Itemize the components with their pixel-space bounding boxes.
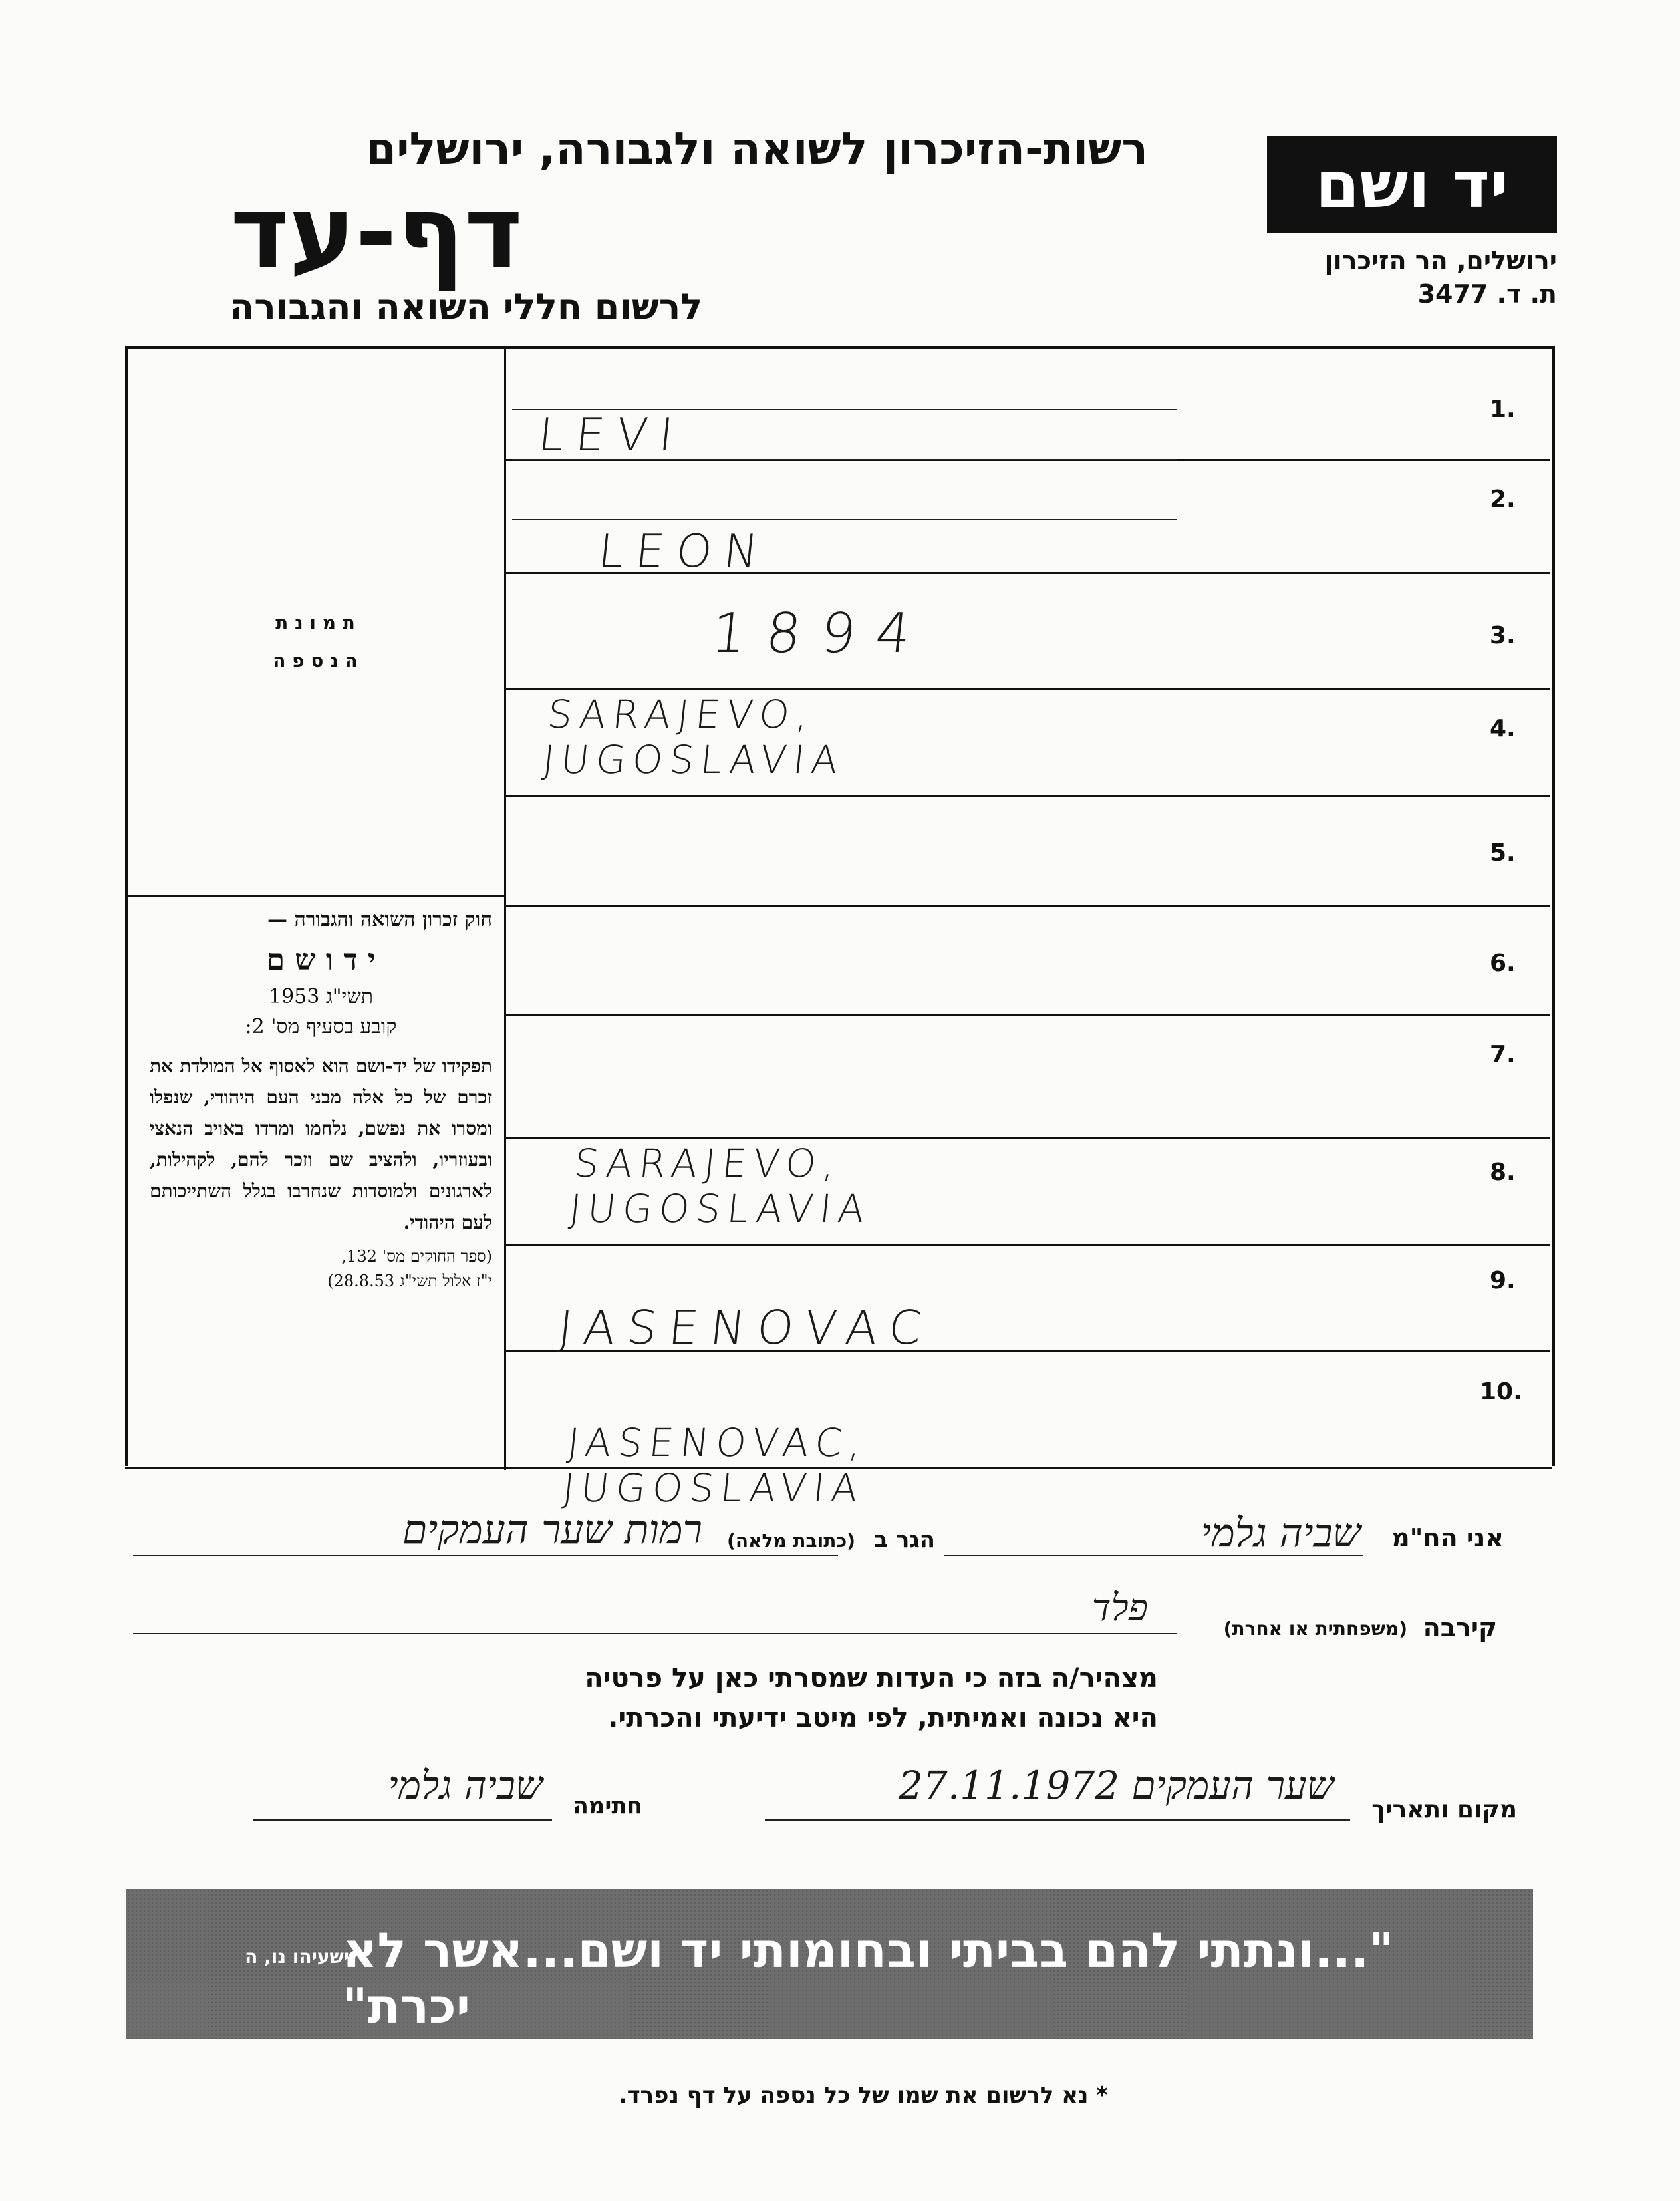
- law-clause: קובע בסעיף מס' 2:: [245, 1015, 397, 1038]
- law-ref-1: (ספר החוקים מס' 132,: [341, 1247, 492, 1266]
- declarant-name-value[interactable]: שביה גלמי: [1200, 1510, 1361, 1556]
- photo-placeholder: [126, 612, 504, 672]
- org-name: רשות-הזיכרון לשואה ולגבורה, ירושלים: [366, 123, 1148, 174]
- relation-hint: (משפחתית או אחרת): [1223, 1618, 1407, 1640]
- address-line-1: ירושלים, הר הזיכרון: [1324, 246, 1557, 275]
- field-number: 5.: [1490, 839, 1516, 867]
- field-number: 7.: [1490, 1041, 1516, 1068]
- row-divider: [505, 1014, 1550, 1016]
- law-text: תפקידו של יד-ושם הוא לאסוף אל המולדת את זכרם של כל אלה מבני העם היהודי, שנפלו ומסרו את נפשם, נלחמו ומרדו באויב הנאצי ובעוזריו, ולהציב שם וזכר להם, לקהילות, לארגונים ולמוסדות שנחרבו בגלל השתייכותם לעם היהודי.: [150, 1055, 492, 1233]
- birth-date-value[interactable]: 1894: [708, 602, 934, 665]
- declaration-line-1: מצהיר/ה בזה כי העדות שמסרתי כאן על פרטיה: [585, 1663, 1158, 1693]
- photo-label-2: ה נ ס פ ה: [273, 650, 358, 672]
- field-number: 10.: [1480, 1378, 1522, 1405]
- form-title: דף-עד: [230, 175, 523, 291]
- relation-value[interactable]: פלד: [1091, 1586, 1148, 1630]
- field-number: 2.: [1490, 486, 1516, 513]
- photo-label-1: ת מ ו נ ת: [275, 612, 355, 634]
- logo-text: יד ושם: [1315, 148, 1509, 222]
- relation-label: קירבה: [1423, 1613, 1497, 1642]
- column-divider: [504, 346, 506, 1470]
- relation-underline: [133, 1633, 1177, 1634]
- place-date-underline: [765, 1819, 1350, 1821]
- input-underline: [512, 519, 1177, 520]
- address-value[interactable]: רמות שער העמקים: [402, 1507, 702, 1553]
- address-underline: [133, 1555, 838, 1556]
- declaration-line-2: היא נכונה ואמיתית, לפי מיטב ידיעתי והכרתי.: [608, 1703, 1158, 1733]
- declarant-label: אני הח"מ: [1391, 1523, 1504, 1552]
- signature-underline: [253, 1819, 552, 1821]
- resides-label: הגר ב: [874, 1527, 935, 1553]
- row-divider: [505, 688, 1550, 690]
- law-name: י ד ו ש ם: [266, 943, 376, 977]
- field-number: 8.: [1490, 1159, 1516, 1186]
- birth-place-latin-value[interactable]: SARAJEVO, JUGOSLAVIA: [540, 692, 847, 782]
- law-year: תשי"ג 1953: [269, 985, 373, 1008]
- quote-banner: [126, 1889, 1533, 2039]
- field-number: 6.: [1490, 950, 1516, 977]
- form-subtitle: לרשום חללי השואה והגבורה: [229, 286, 702, 328]
- row-divider: [505, 905, 1550, 907]
- footnote: * נא לרשום את שמו של כל נספה על דף נפרד.: [618, 2082, 1108, 2109]
- place-date-value[interactable]: שער העמקים 27.11.1972: [899, 1763, 1334, 1808]
- field-number: 1.: [1490, 396, 1516, 423]
- row-divider: [505, 1137, 1550, 1139]
- place-date-label: מקום ותאריך: [1371, 1796, 1517, 1823]
- wartime-residence-latin-value[interactable]: JASENOVAC: [555, 1300, 936, 1355]
- family-name-latin-value[interactable]: LEVI: [535, 409, 688, 462]
- row-divider: [505, 795, 1550, 797]
- law-title: חוק זכרון השואה והגבורה —: [267, 908, 492, 931]
- row-divider: [505, 1244, 1550, 1246]
- field-number: 9.: [1490, 1267, 1516, 1294]
- yad-vashem-logo: [1267, 136, 1557, 233]
- field-number: 3.: [1490, 622, 1516, 649]
- field-number: 4.: [1490, 715, 1516, 742]
- law-box: [150, 908, 492, 1291]
- first-name-latin-value[interactable]: LEON: [595, 525, 773, 578]
- banner-source: ישעיהו נו, ה: [245, 1946, 349, 1968]
- address-line-2: ת. ד. 3477: [1417, 279, 1557, 309]
- residence-latin-value[interactable]: SARAJEVO, JUGOSLAVIA: [567, 1141, 874, 1231]
- banner-quote: "...ונתתי להם בביתי ובחומותי יד ושם...אשר לא יכרת": [343, 1922, 1394, 2034]
- signature-label: חתימה: [573, 1793, 642, 1819]
- address-hint: (כתובת מלאה): [727, 1530, 855, 1552]
- death-circumstances-latin-value[interactable]: JASENOVAC, JUGOSLAVIA: [560, 1420, 870, 1511]
- photo-box-bottom: [125, 895, 505, 897]
- signature-value[interactable]: שביה גלמי: [388, 1763, 543, 1808]
- law-ref-2: י"ז אלול תשי"ג 28.8.53): [327, 1272, 492, 1290]
